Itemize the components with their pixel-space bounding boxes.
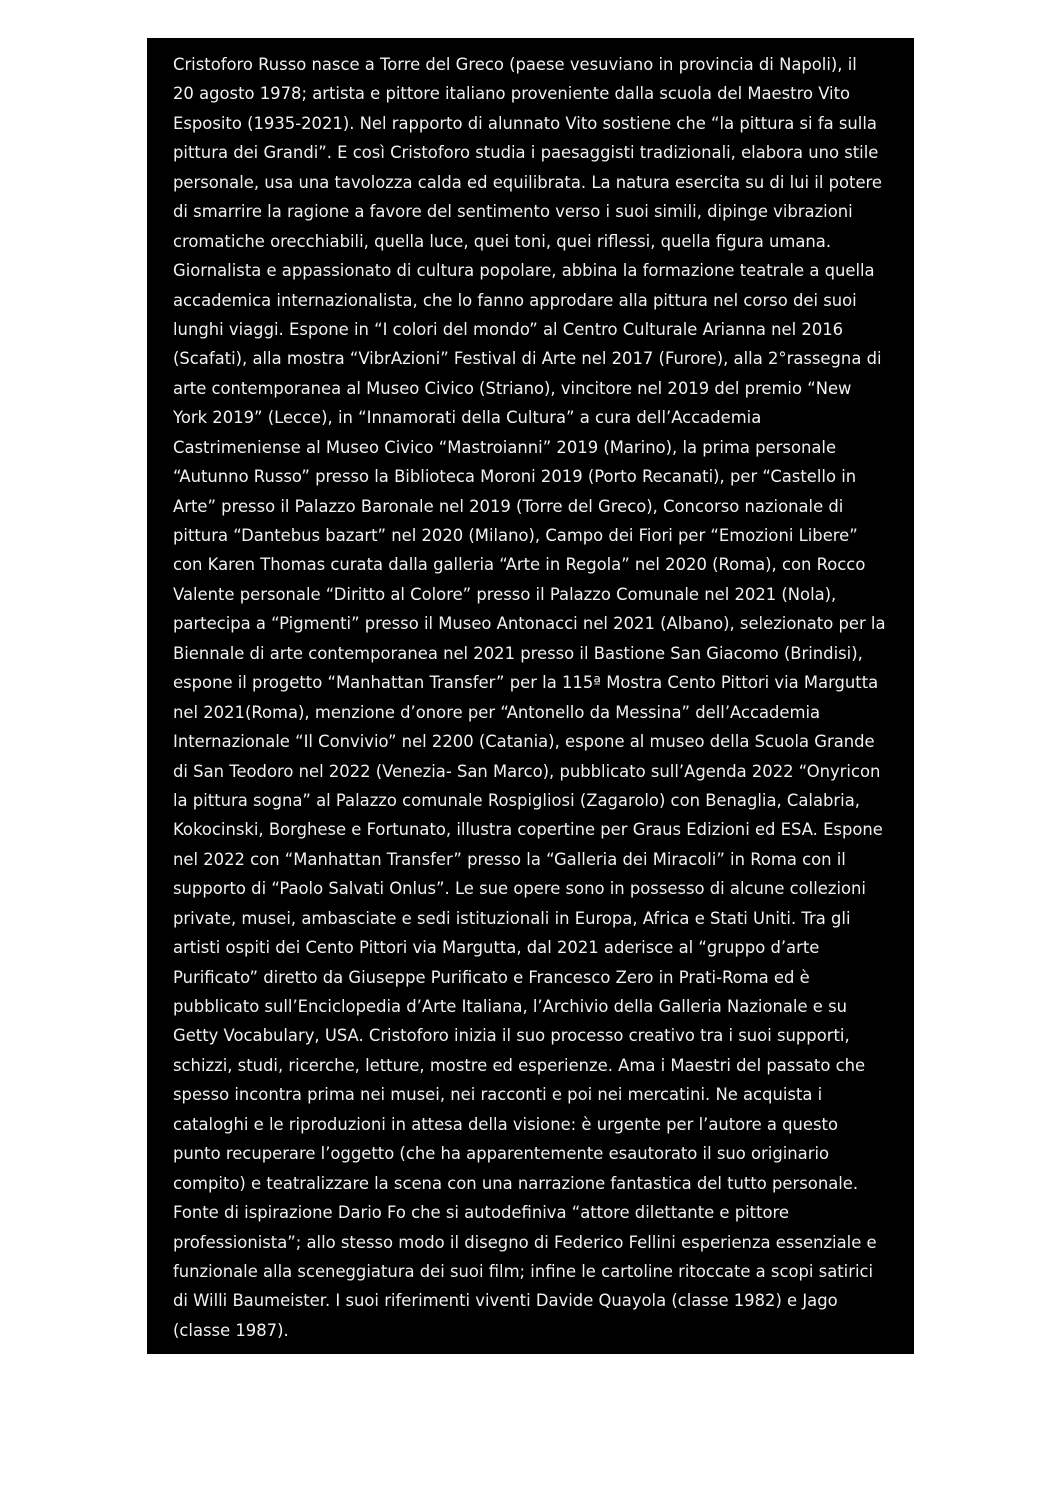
biography-line: supporto di “Paolo Salvati Onlus”. Le sue opere sono in possesso di alcune collezioni	[173, 879, 866, 899]
biography-line: Fonte di ispirazione Dario Fo che si autodefiniva “attore dilettante e pittore	[173, 1203, 790, 1223]
biography-line: pittura “Dantebus bazart” nel 2020 (Milano), Campo dei Fiori per “Emozioni Libere”	[173, 526, 858, 545]
biography-line: arte contemporanea al Museo Civico (Striano), vincitore nel 2019 del premio “New	[173, 378, 852, 398]
biography-line: schizzi, studi, ricerche, letture, mostre ed esperienze. Ama i Maestri del passato che	[173, 1055, 866, 1075]
biography-text	[173, 50, 918, 1345]
biography-line: di smarrire la ragione a favore del sentimento verso i suoi simili, dipinge vibrazioni	[173, 202, 853, 222]
biography-line: funzionale alla sceneggiatura dei suoi film; infine le cartoline ritoccate a scopi satirici	[173, 1261, 874, 1281]
biography-line: cataloghi e le riproduzioni in attesa della visione: è urgente per l’autore a questo	[173, 1114, 839, 1134]
biography-line: nel 2021(Roma), menzione d’onore per “Antonello da Messina” dell’Accademia	[173, 702, 821, 722]
biography-line: spesso incontra prima nei musei, nei racconti e poi nei mercatini. Ne acquista i	[173, 1085, 823, 1105]
biography-line: pittura dei Grandi”. E così Cristoforo studia i paesaggisti tradizionali, elabora uno stile	[173, 143, 879, 163]
biography-line: di San Teodoro nel 2022 (Venezia- San Marco), pubblicato sull’Agenda 2022 “Onyricon	[173, 761, 881, 781]
biography-line: Purificato” diretto da Giuseppe Purificato e Francesco Zero in Prati-Roma ed è	[173, 967, 810, 987]
biography-line: punto recuperare l’oggetto (che ha apparentemente esautorato il suo originario	[173, 1144, 830, 1164]
biography-line: Giornalista e appassionato di cultura popolare, abbina la formazione teatrale a quella	[173, 261, 875, 281]
biography-line: artisti ospiti dei Cento Pittori via Margutta, dal 2021 aderisce al “gruppo d’arte	[173, 938, 820, 958]
biography-line: personale, usa una tavolozza calda ed equilibrata. La natura esercita su di lui il potere	[173, 172, 883, 192]
biography-line: 20 agosto 1978; artista e pittore italiano proveniente dalla scuola del Maestro Vito	[173, 84, 851, 104]
biography-line: Internazionale “Il Convivio” nel 2200 (Catania), espone al museo della Scuola Grande	[173, 732, 875, 752]
biography-line: Getty Vocabulary, USA. Cristoforo inizia il suo processo creativo tra i suoi supporti,	[173, 1026, 850, 1046]
biography-line: Kokocinski, Borghese e Fortunato, illustra copertine per Graus Edizioni ed ESA. Espone	[173, 820, 883, 840]
biography-line: Valente personale “Diritto al Colore” presso il Palazzo Comunale nel 2021 (Nola),	[173, 584, 837, 604]
biography-line: nel 2022 con “Manhattan Transfer” presso la “Galleria dei Miracoli” in Roma con il	[173, 849, 846, 869]
biography-line: espone il progetto “Manhattan Transfer” per la 115ª Mostra Cento Pittori via Margutta	[173, 673, 879, 693]
biography-line: lunghi viaggi. Espone in “I colori del mondo” al Centro Culturale Arianna nel 2016	[173, 319, 844, 339]
biography-line: York 2019” (Lecce), in “Innamorati della Cultura” a cura dell’Accademia	[173, 408, 762, 428]
biography-line: partecipa a “Pigmenti” presso il Museo Antonacci nel 2021 (Albano), selezionato per la	[173, 614, 886, 634]
biography-line: Cristoforo Russo nasce a Torre del Greco (paese vesuviano in provincia di Napoli), il	[173, 55, 857, 74]
biography-line: private, musei, ambasciate e sedi istituzionali in Europa, Africa e Stati Uniti. Tra gli	[173, 908, 851, 928]
biography-line: (Scafati), alla mostra “VibrAzioni” Festival di Arte nel 2017 (Furore), alla 2°rassegna di	[173, 349, 882, 369]
biography-text-panel	[147, 38, 914, 1354]
biography-line: Arte” presso il Palazzo Baronale nel 2019 (Torre del Greco), Concorso nazionale di	[173, 496, 844, 516]
biography-line: Biennale di arte contemporanea nel 2021 presso il Bastione San Giacomo (Brindisi),	[173, 643, 863, 663]
biography-line: Castrimeniense al Museo Civico “Mastroianni” 2019 (Marino), la prima personale	[173, 437, 837, 457]
biography-line: professionista”; allo stesso modo il disegno di Federico Fellini esperienza essenziale e	[173, 1232, 877, 1252]
biography-line: di Willi Baumeister. I suoi riferimenti viventi Davide Quayola (classe 1982) e Jago	[173, 1291, 838, 1311]
biography-line: pubblicato sull’Enciclopedia d’Arte Italiana, l’Archivio della Galleria Nazionale e su	[173, 997, 848, 1016]
biography-line: con Karen Thomas curata dalla galleria “Arte in Regola” nel 2020 (Roma), con Rocco	[173, 555, 866, 575]
biography-line: accademica internazionalista, che lo fanno approdare alla pittura nel corso dei suoi	[173, 290, 857, 310]
biography-line: Esposito (1935-2021). Nel rapporto di alunnato Vito sostiene che “la pittura si fa sulla	[173, 113, 877, 133]
biography-line: “Autunno Russo” presso la Biblioteca Moroni 2019 (Porto Recanati), per “Castello in	[173, 467, 857, 487]
biography-line: cromatiche orecchiabili, quella luce, quei toni, quei riflessi, quella figura umana.	[173, 231, 832, 251]
biography-line: compito) e teatralizzare la scena con una narrazione fantastica del tutto personale.	[173, 1173, 859, 1193]
biography-line: (classe 1987).	[173, 1320, 289, 1340]
biography-line: la pittura sogna” al Palazzo comunale Rospigliosi (Zagarolo) con Benaglia, Calabria,	[173, 790, 860, 810]
